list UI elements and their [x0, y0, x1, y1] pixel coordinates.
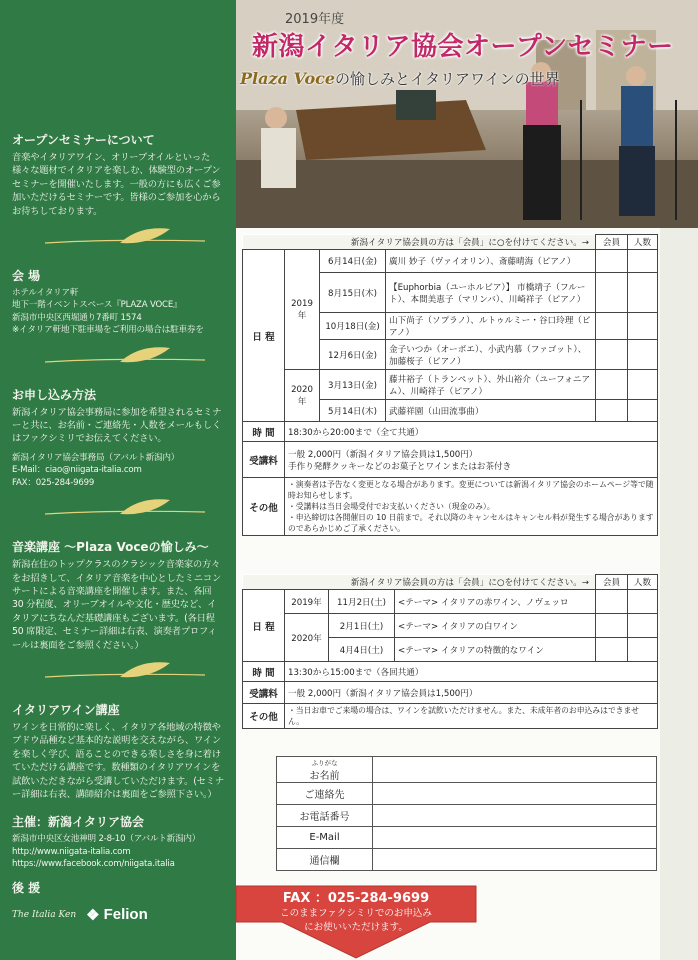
- email-field[interactable]: [373, 827, 657, 849]
- fee-label: 受講料: [243, 682, 285, 704]
- event-theme: <テーマ> イタリアの赤ワイン、ノヴェッロ: [395, 590, 596, 614]
- event-date: 4月4日(土): [329, 638, 395, 662]
- member-note: 新潟イタリア協会員の方は「会員」に○を付けてください。→: [243, 235, 596, 250]
- other-note-2: ・受講料は当日会場受付でお支払いください（現金のみ）。: [288, 502, 495, 511]
- member-check-cell[interactable]: [596, 250, 628, 273]
- venue-line-2: 地下一階イベントスペース『PLAZA VOCE』: [12, 300, 182, 311]
- wine-schedule-table: [242, 574, 658, 729]
- name-label: お名前: [309, 770, 340, 782]
- member-check-cell[interactable]: [596, 340, 628, 370]
- background-strip: [660, 228, 698, 960]
- col-count: 人数: [628, 575, 658, 590]
- subtitle-brand: Plaza Voce: [240, 69, 336, 88]
- phone-field[interactable]: [373, 805, 657, 827]
- year-label: 2019年度: [285, 12, 345, 27]
- music-schedule-table: [242, 234, 658, 536]
- event-theme: <テーマ> イタリアの白ワイン: [395, 614, 596, 638]
- year-2020: 2020年: [285, 614, 329, 662]
- fax-line-1: このままファクシミリでのお申込み: [280, 908, 432, 919]
- apply-office: 新潟イタリア協会事務局（アバルト新潟内）: [12, 452, 180, 463]
- member-check-cell[interactable]: [596, 590, 628, 614]
- year-2019: 2019年: [285, 250, 320, 370]
- leaf-ornament-icon: [40, 496, 210, 522]
- leaf-ornament-icon: [40, 344, 210, 370]
- count-cell[interactable]: [628, 400, 658, 422]
- phone-label: お電話番号: [277, 805, 373, 827]
- event-date: 3月13日(金): [320, 370, 386, 400]
- wine-title: イタリアワイン講座: [12, 702, 120, 717]
- italia-ken-logo: The Italia Ken: [12, 909, 77, 920]
- count-cell[interactable]: [628, 614, 658, 638]
- page-subtitle: [240, 68, 560, 89]
- event-date: 6月14日(金): [320, 250, 386, 273]
- apply-title: お申し込み方法: [12, 387, 97, 402]
- schedule-label: 日 程: [243, 590, 285, 662]
- event-date: 8月15日(木): [320, 273, 386, 313]
- venue-line-1: ホテルイタリア軒: [12, 288, 79, 299]
- count-cell[interactable]: [628, 250, 658, 273]
- other-label: その他: [243, 704, 285, 729]
- furigana-label: ふりがな: [311, 758, 338, 767]
- member-check-cell[interactable]: [596, 273, 628, 313]
- felion-logo-text: Felion: [103, 906, 148, 924]
- subtitle-rest: の愉しみとイタリアワインの世界: [335, 70, 560, 88]
- felion-logo: [86, 906, 148, 924]
- application-form: [276, 756, 657, 871]
- col-member: 会員: [596, 235, 628, 250]
- count-cell[interactable]: [628, 370, 658, 400]
- name-field[interactable]: [373, 757, 657, 783]
- member-check-cell[interactable]: [596, 614, 628, 638]
- member-check-cell[interactable]: [596, 400, 628, 422]
- count-cell[interactable]: [628, 313, 658, 340]
- message-label: 通信欄: [277, 849, 373, 871]
- left-column: [0, 0, 236, 960]
- time-label: 時 間: [243, 662, 285, 682]
- member-check-cell[interactable]: [596, 313, 628, 340]
- apply-fax: FAX：025-284-9699: [12, 477, 95, 488]
- fee-line-2: 手作り発酵クッキーなどのお菓子とワインまたはお茶付き: [288, 461, 512, 472]
- fee-label: 受講料: [243, 442, 285, 478]
- member-check-cell[interactable]: [596, 370, 628, 400]
- col-member: 会員: [596, 575, 628, 590]
- time-label: 時 間: [243, 422, 285, 442]
- event-date: 2月1日(土): [329, 614, 395, 638]
- col-count: 人数: [628, 235, 658, 250]
- event-theme: <テーマ> イタリアの特徴的なワイン: [395, 638, 596, 662]
- organizer-facebook-link[interactable]: https://www.facebook.com/niigata.italia: [12, 859, 175, 870]
- time-text: 18:30から20:00まで（全て共通）: [285, 422, 658, 442]
- about-body: 音楽やイタリアワイン、オリーブオイルといった様々な題材でイタリアを楽しむ、体験型のオープンセミナーを開催いたします。一般の方にも広くご参加いただけるセミナーです。皆様のご参加を心からお待ちしております。: [12, 152, 221, 217]
- member-note: 新潟イタリア協会員の方は「会員」に○を付けてください。→: [243, 575, 596, 590]
- event-performers: 金子いつか（オーボエ）、小武内慕（ファゴット）、加藤桜子（ピアノ）: [386, 340, 596, 370]
- email-label: E-Mail: [277, 827, 373, 849]
- leaf-ornament-icon: [40, 225, 210, 251]
- wine-body: ワインを日常的に楽しく、イタリア各地域の特徴やブドウ品種など基本的な説明を交えながら、ワインを楽しく学び、語ることのできる楽しさを身に着けていただける講座です。数種類のイタリアワインを試飲いただきながら受講していただけます。(セミナー詳細は右表、講師紹介は裏面をご参照下さい。）: [12, 721, 224, 800]
- venue-line-3: 新潟市中央区西堀通り7番町 1574: [12, 312, 142, 323]
- apply-body: 新潟イタリア協会事務局に参加を希望されるセミナーと共に、お名前・ご連絡先・人数をメールもしくはファクシミリでお伝えてください。: [12, 406, 222, 445]
- event-performers: 廣川 妙子（ヴァイオリン）、斎藤晴海（ピアノ）: [386, 250, 596, 273]
- year-2019: 2019年: [285, 590, 329, 614]
- event-date: 10月18日(金): [320, 313, 386, 340]
- organizer-address: 新潟市中央区女池神明 2-8-10（アバルト新潟内）: [12, 834, 201, 845]
- apply-email: E-Mail：ciao@niigata-italia.com: [12, 465, 142, 476]
- event-date: 11月2日(土): [329, 590, 395, 614]
- page-title: 新潟イタリア協会オープンセミナー: [252, 32, 674, 62]
- time-text: 13:30から15:00まで（各回共通）: [285, 662, 658, 682]
- contact-field[interactable]: [373, 783, 657, 805]
- count-cell[interactable]: [628, 590, 658, 614]
- fee-line-1: 一般 2,000円（新潟イタリア協会員は1,500円）: [288, 449, 478, 460]
- count-cell[interactable]: [628, 638, 658, 662]
- leaf-ornament-icon: [40, 659, 210, 685]
- venue-note: ※イタリア軒地下駐車場をご利用の場合は駐車券を: [12, 325, 204, 336]
- support-title: 後 援: [12, 880, 41, 895]
- count-cell[interactable]: [628, 273, 658, 313]
- felion-mark-icon: ❖: [86, 906, 100, 924]
- fax-number: FAX ：025-284-9699: [282, 891, 430, 906]
- music-title: 音楽講座 〜Plaza Voceの愉しみ〜: [12, 540, 209, 555]
- other-note: ・当日お車でご来場の場合は、ワインを試飲いただけません。また、未成年者のお申込みはできません。: [285, 704, 658, 729]
- event-performers: 武藤祥園（山田流事曲）: [386, 400, 596, 422]
- other-note-1: ・演奏者は予告なく変更となる場合があります。変更については新潟イタリア協会のホームページ等で随時お知らせします。: [288, 480, 654, 500]
- count-cell[interactable]: [628, 340, 658, 370]
- year-2020: 2020年: [285, 370, 320, 422]
- other-note-3: ・申込締切は各開催日の 10 日前まで。それ以降のキャンセルはキャンセル料が発生する場合がありますのであらかじめご了承ください。: [288, 513, 654, 533]
- event-date: 12月6日(金): [320, 340, 386, 370]
- event-performers: 藤井裕子（トランペット）、外山裕介（ユーフォニアム）、川崎祥子（ピアノ）: [386, 370, 596, 400]
- music-body: 新潟在住のトップクラスのクラシック音楽家の方々をお招きして、イタリア音楽を中心としたミニコンサートによる音楽講座を開催します。また、各回 30 分程度、オリーブオイルや文化・歴史など、イタリアにちなんだ基礎講座もございます。(各日程 50 席限定、セミナー詳細は右表、演奏者プロフィールは裏面をご参照ください。）: [12, 559, 222, 651]
- fax-line-2: にお使いいただけます。: [304, 922, 408, 933]
- message-field[interactable]: [373, 849, 657, 871]
- schedule-label: 日 程: [243, 250, 285, 422]
- member-check-cell[interactable]: [596, 638, 628, 662]
- about-title: オープンセミナーについて: [12, 133, 155, 147]
- event-date: 5月14日(木): [320, 400, 386, 422]
- fee-text: 一般 2,000円（新潟イタリア協会員は1,500円）: [285, 682, 658, 704]
- organizer-title: 主催：新潟イタリア協会: [12, 815, 145, 830]
- event-performers: 山下尚子（ソプラノ）、ルトゥルミー・谷口玲理（ピアノ）: [386, 313, 596, 340]
- contact-label: ご連絡先: [277, 783, 373, 805]
- venue-title: 会 場: [12, 269, 41, 284]
- organizer-website-link[interactable]: http://www.niigata-italia.com: [12, 846, 131, 857]
- event-performers: 【Euphorbia（ユーホルビア）】 市橋靖子（フルート）、本間美恵子（マリンバ）、川崎祥子（ピアノ）: [386, 273, 596, 313]
- other-label: その他: [243, 478, 285, 536]
